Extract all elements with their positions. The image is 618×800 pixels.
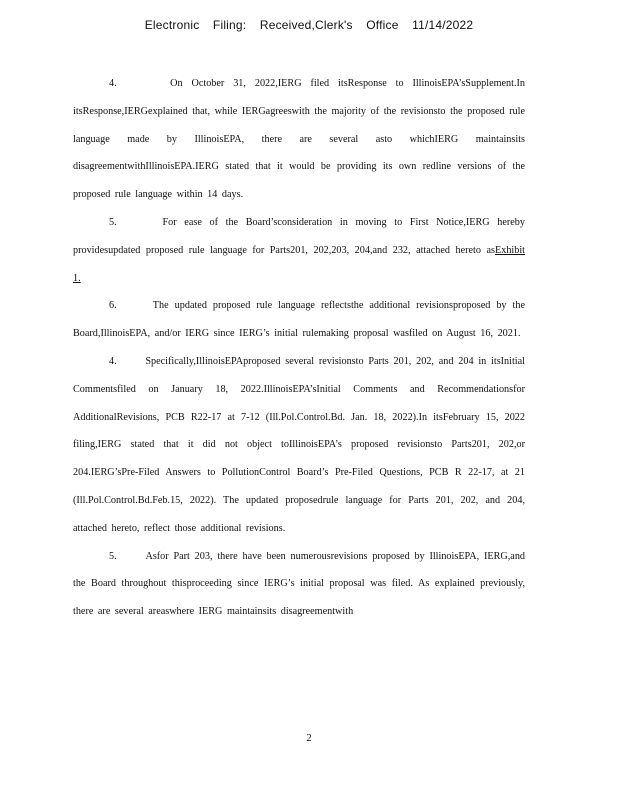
paragraph-text: For ease of the Board’sconsideration in moving to First Notice,IERG hereby providesupdated proposed rule language for Parts201, 202,203, 204,and 232, attached hereto as [73,216,525,256]
paragraph-number: 4. [109,78,117,89]
paragraph-1 [73,70,525,209]
paragraph-number: 6. [109,300,117,312]
paragraph-text: On October 31, 2022,IERG filed itsResponse to IllinoisEPA’sSupplement.In itsResponse,IERGexplained that, while IERGagreeswith the majority of the revisionsto the proposed rule language made by IllinoisEPA, there are several asto whichIERG maintainsits disagreementwithIllinoisEPA.IERG stated that it would be providing its own redline versions of the proposed rule language within 14 days. [73,78,526,201]
paragraph-text: Specifically,IllinoisEPAproposed several revisionsto Parts 201, 202, and 204 in itsInitial Commentsfiled on January 18, 2022.IllinoisEPA’sInitial Comments and Recommendationsfor AdditionalRevisions, PCB R22-17 at 7-12 (Ill.Pol.Control.Bd. Jan. 18, 2022).In itsFebruary 15, 2022 filing,IERG stated that it did not object toIllinoisEPA’s proposed revisionsto Parts201, 202,or 204.IERG’sPre-Filed Answers to PollutionControl Board’s Pre-Filed Questions, PCB R 22-17, at 21 (Ill.Pol.Control.Bd.Feb.15, 2022). The updated proposedrule language for Parts 201, 202, and 204, attached hereto, reflect those additional revisions. [73,355,525,534]
page-number: 2 [306,733,312,744]
paragraph-number: 5. [109,216,117,228]
paragraph-3 [73,292,525,348]
paragraph-number: 4. [109,355,117,367]
paragraph-4 [73,348,525,543]
paragraph-number: 5. [109,550,117,562]
paragraph-text: The updated proposed rule language reflectsthe additional revisionsproposed by the Board,IllinoisEPA, and/or IERG since IERG’s initial rulemaking proposal wasfiled on August 16, 2021. [73,300,525,340]
paragraph-5 [73,543,525,626]
document-body [73,70,525,626]
electronic-filing-header: Electronic Filing: Received,Clerk's Office 11/14/2022 [144,18,474,32]
paragraph-2 [73,209,525,292]
exhibit-1-link[interactable]: Exhibit 1. [73,244,525,284]
paragraph-text: Asfor Part 203, there have been numerousrevisions proposed by IllinoisEPA, IERG,and the Board throughout thisproceeding since IERG’s initial proposal was filed. As explained previously, there are several areaswhere IERG maintainsits disagreementwith [73,550,526,618]
